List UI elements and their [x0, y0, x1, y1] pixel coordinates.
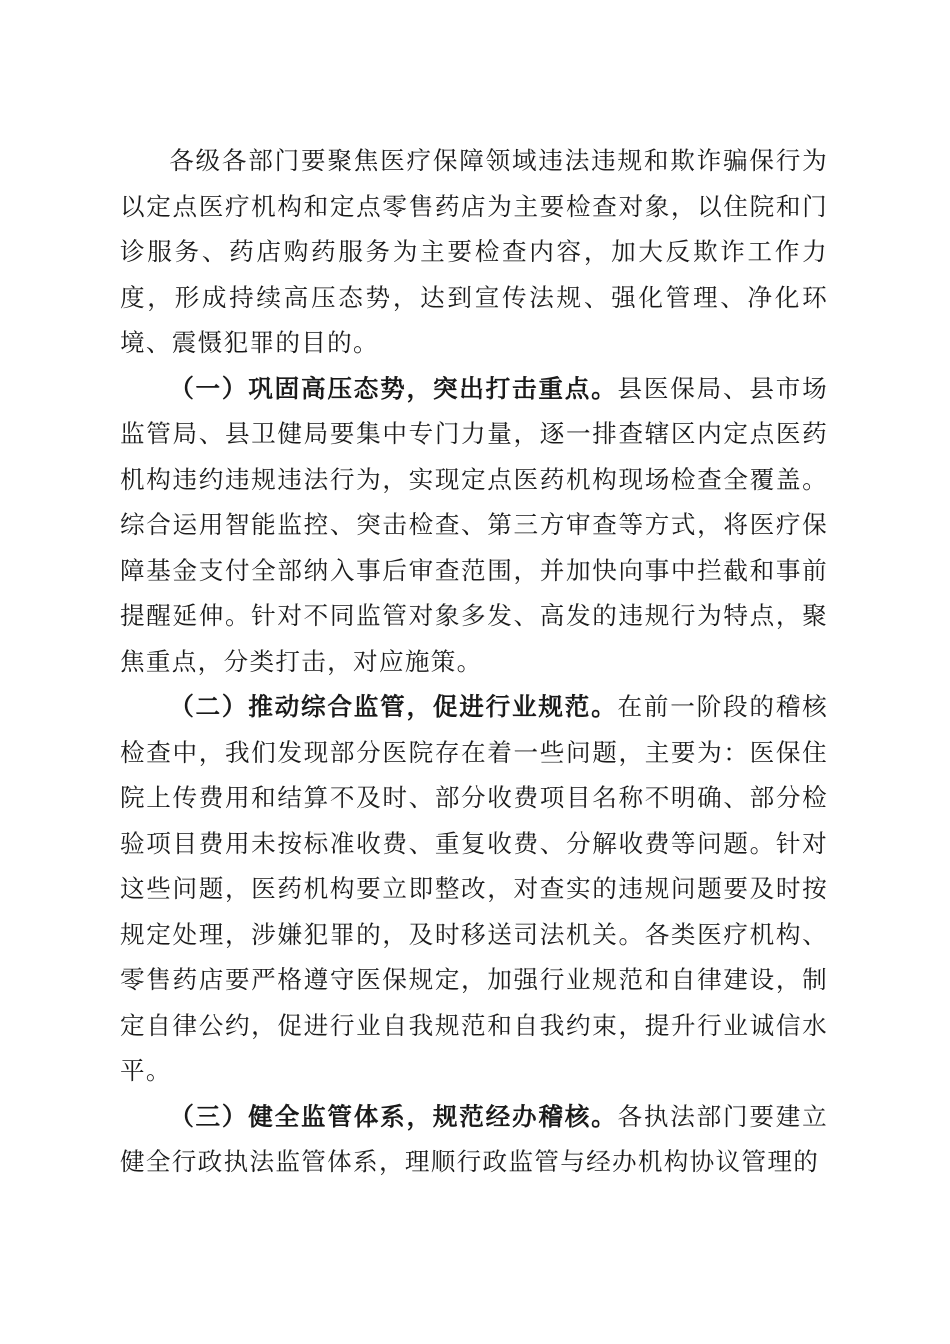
paragraph-body: 在前一阶段的稽核检查中，我们发现部分医院存在着一些问题，主要为：医保住院上传费用和结算不及时、部分收费项目名称不明确、部分检验项目费用未按标准收费、重复收费、分解收费等问题。针对这些问题，医药机构要立即整改，对查实的违规问题要及时按规定处理，涉嫌犯罪的，及时移送司法机关。各类医疗机构、零售药店要严格遵守医保规定，加强行业规范和自律建设，制定自律公约，促进行业自我规范和自我约束，提升行业诚信水平。 [120, 692, 828, 1085]
paragraph-heading: （三）健全监管体系，规范经办稽核。 [169, 1101, 618, 1131]
paragraph-section-1 [120, 366, 828, 685]
paragraph-section-3 [120, 1094, 828, 1185]
document-page [120, 138, 828, 1185]
paragraph-body: 各级各部门要聚焦医疗保障领域违法违规和欺诈骗保行为以定点医疗机构和定点零售药店为主要检查对象，以住院和门诊服务、药店购药服务为主要检查内容，加大反欺诈工作力度，形成持续高压态势，达到宣传法规、强化管理、净化环境、震慑犯罪的目的。 [120, 146, 828, 357]
paragraph-body: 县医保局、县市场监管局、县卫健局要集中专门力量，逐一排查辖区内定点医药机构违约违规违法行为，实现定点医药机构现场检查全覆盖。综合运用智能监控、突击检查、第三方审查等方式，将医疗保障基金支付全部纳入事后审查范围，并加快向事中拦截和事前提醒延伸。针对不同监管对象多发、高发的违规行为特点，聚焦重点，分类打击，对应施策。 [120, 373, 828, 676]
paragraph-heading: （一）巩固高压态势，突出打击重点。 [169, 373, 618, 403]
paragraph-section-2 [120, 684, 828, 1094]
paragraph-heading: （二）推动综合监管，促进行业规范。 [169, 692, 618, 721]
paragraph-intro [120, 138, 828, 366]
paragraph-body: 各执法部门要建立健全行政执法监管体系，理顺行政监管与经办机构协议管理的 [120, 1101, 828, 1176]
